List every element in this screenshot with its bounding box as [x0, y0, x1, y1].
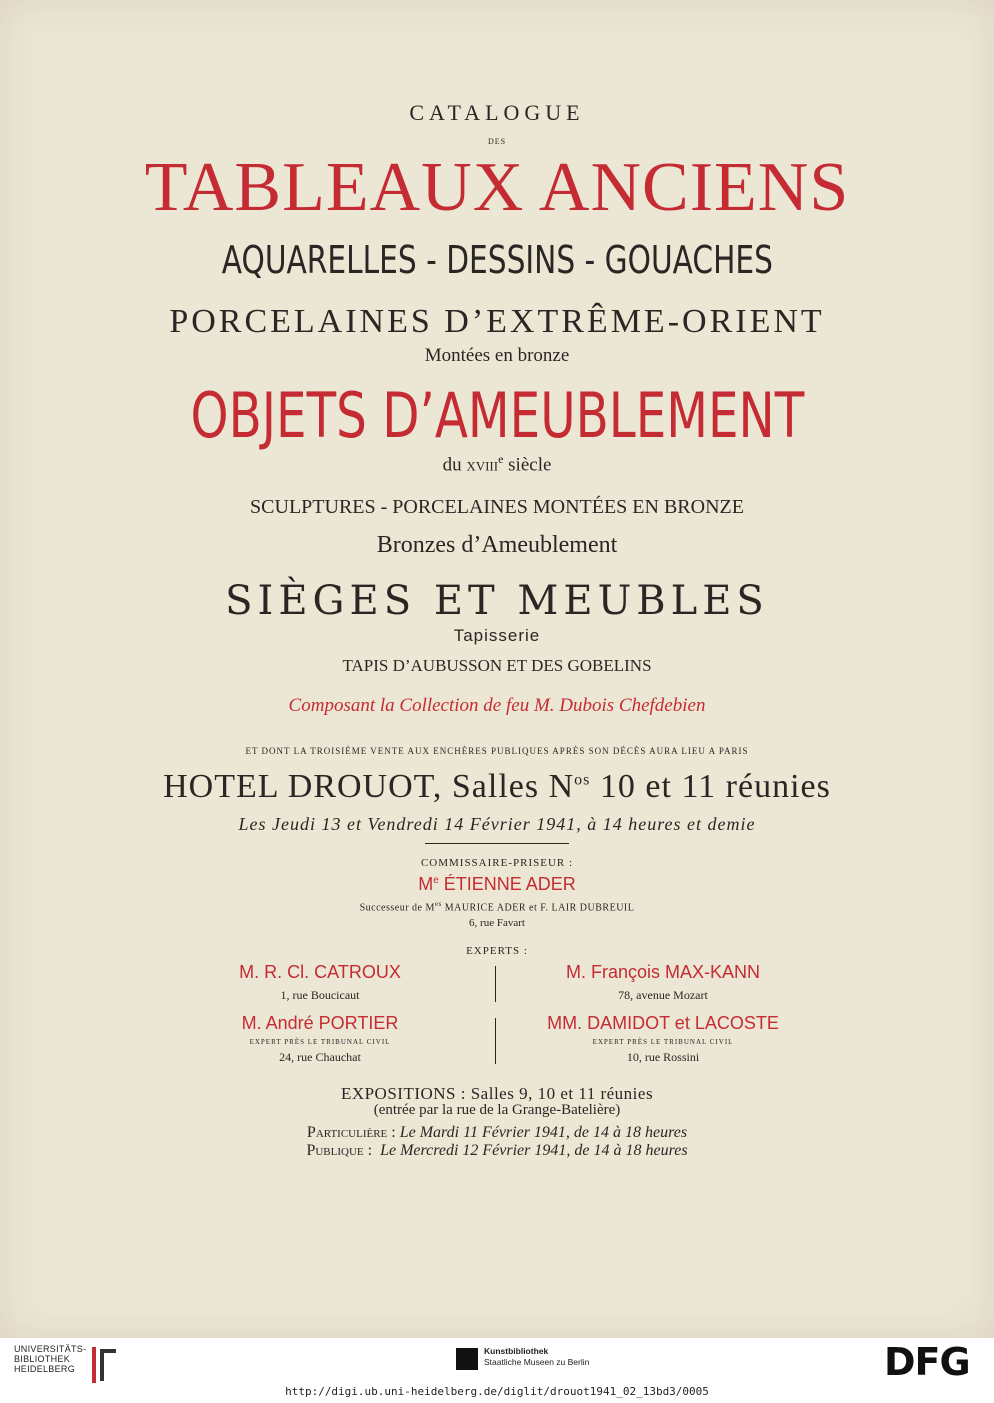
hotel-drouot-line: HOTEL DROUOT, Salles $N^{os}$ 10 et 11 réunies	[163, 768, 831, 805]
porcelaines-line: PORCELAINES D’EXTRÊME-ORIENT	[169, 303, 825, 340]
expert-name: M. André PORTIER	[241, 1013, 399, 1033]
expert-address: 78, avenue Mozart	[618, 988, 708, 1002]
university-emblem-icon	[90, 1345, 120, 1385]
tapis-line: TAPIS D’AUBUSSON ET DES GOBELINS	[342, 656, 652, 675]
column-divider	[495, 966, 496, 1002]
source-url[interactable]: http://digi.ub.uni-heidelberg.de/diglit/drouot1941_02_13bd3/0005	[285, 1385, 709, 1398]
tapisserie-line: Tapisserie	[453, 626, 541, 645]
exposition-publique: Publique : Le Mercredi 12 Février 1941, de 14 à 18 heures	[306, 1142, 688, 1159]
commissaire-address: 6, rue Favart	[469, 917, 525, 929]
experts-label: EXPERTS :	[466, 945, 528, 957]
expert-name: M. R. Cl. CATROUX	[239, 962, 401, 982]
expert-name: MM. DAMIDOT et LACOSTE	[547, 1013, 779, 1033]
expert-note: EXPERT PRÈS LE TRIBUNAL CIVIL	[592, 1038, 734, 1046]
column-divider	[495, 1018, 496, 1064]
dfg-logo: DFG	[884, 1340, 970, 1384]
siecle-line: du xviii$^e$ siècle	[442, 452, 552, 476]
collection-line: Composant la Collection de feu M. Dubois Chefdebien	[288, 695, 706, 716]
expert-address: 1, rue Boucicaut	[280, 988, 360, 1002]
sculptures-line: SCULPTURES - PORCELAINES MONTÉES EN BRONZE	[250, 496, 744, 518]
main-title: TABLEAUX ANCIENS	[144, 149, 850, 226]
kunstbibliothek-label: Kunstbibliothek Staatliche Museen zu Berlin	[484, 1346, 590, 1367]
catalogue-heading: CATALOGUE	[409, 100, 585, 125]
commissaire-name: Me ÉTIENNE ADER	[418, 874, 576, 894]
kunstbibliothek-logo-icon	[456, 1348, 478, 1370]
commissaire-label: COMMISSAIRE-PRISEUR :	[420, 857, 574, 869]
sale-intro: ET DONT LA TROISIÈME VENTE AUX ENCHÈRES PUBLIQUES APRÈS SON DÉCÈS AURA LIEU A PARIS	[245, 746, 749, 756]
exposition-particuliere: Particulière : Le Mardi 11 Février 1941, de 14 à 18 heures	[306, 1124, 688, 1141]
sale-dates: Les Jeudi 13 et Vendredi 14 Février 1941, à 14 heures et demie	[238, 814, 756, 834]
objets-title: OBJETS D’AMEUBLEMENT	[190, 379, 804, 452]
divider	[425, 843, 569, 844]
expert-address: 24, rue Chauchat	[279, 1050, 361, 1064]
expert-name: M. François MAX-KANN	[565, 962, 761, 982]
expositions-entree: (entrée par la rue de la Grange-Batelière)	[373, 1102, 621, 1118]
aquarelles-line: AQUARELLES - DESSINS - GOUACHES	[221, 238, 773, 282]
expert-address: 10, rue Rossini	[626, 1050, 700, 1064]
expert-note: EXPERT PRÈS LE TRIBUNAL CIVIL	[249, 1038, 391, 1046]
des-label: DES	[487, 137, 507, 146]
sieges-title: SIÈGES ET MEUBLES	[225, 578, 769, 624]
montees-line: Montées en bronze	[424, 345, 570, 366]
university-library-logo: UNIVERSITÄTS- BIBLIOTHEK HEIDELBERG	[14, 1344, 87, 1374]
expositions-line: EXPOSITIONS : Salles 9, 10 et 11 réunies	[340, 1084, 654, 1103]
bronzes-line: Bronzes d’Ameublement	[376, 532, 618, 558]
successor-line: Successeur de $M^{es}$ MAURICE ADER et F. LAIR DUBREUIL	[359, 900, 635, 914]
